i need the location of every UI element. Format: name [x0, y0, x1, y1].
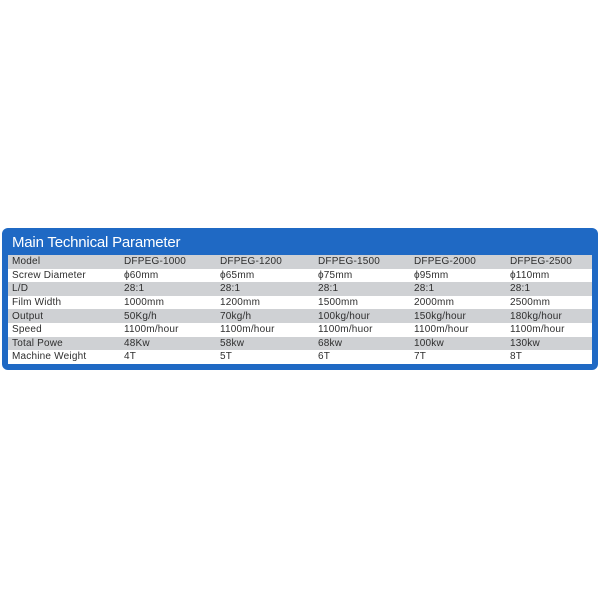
table-cell: ϕ65mm: [212, 269, 310, 283]
row-label: L/D: [8, 282, 116, 296]
header-cell: DFPEG-1500: [310, 255, 406, 269]
header-cell: DFPEG-2500: [502, 255, 592, 269]
table-cell: 58kw: [212, 337, 310, 351]
table-row: [8, 269, 592, 283]
row-label: Speed: [8, 323, 116, 337]
table-cell: 28:1: [310, 282, 406, 296]
table-cell: 1000mm: [116, 296, 212, 310]
table-row: [8, 323, 592, 337]
table-cell: 1100m/hour: [212, 323, 310, 337]
table-row: [8, 350, 592, 364]
table-cell: 100kw: [406, 337, 502, 351]
table-cell: 1200mm: [212, 296, 310, 310]
header-cell: DFPEG-1000: [116, 255, 212, 269]
table-header-row: [8, 255, 592, 269]
row-label: Screw Diameter: [8, 269, 116, 283]
table-cell: 100kg/hour: [310, 309, 406, 323]
table-cell: 28:1: [502, 282, 592, 296]
table-cell: 28:1: [212, 282, 310, 296]
table-cell: 28:1: [116, 282, 212, 296]
row-label: Film Width: [8, 296, 116, 310]
table-cell: 70kg/h: [212, 309, 310, 323]
table-cell: ϕ75mm: [310, 269, 406, 283]
table-cell: 48Kw: [116, 337, 212, 351]
table-cell: 6T: [310, 350, 406, 364]
table-cell: 150kg/hour: [406, 309, 502, 323]
table-cell: 50Kg/h: [116, 309, 212, 323]
parameter-table: [8, 255, 592, 364]
table-row: [8, 282, 592, 296]
table-cell: 5T: [212, 350, 310, 364]
table-cell: 2000mm: [406, 296, 502, 310]
table-cell: ϕ95mm: [406, 269, 502, 283]
table-cell: 4T: [116, 350, 212, 364]
table-cell: 1100m/huor: [310, 323, 406, 337]
technical-parameter-panel: [2, 228, 598, 370]
row-label: Total Powe: [8, 337, 116, 351]
table-row: [8, 337, 592, 351]
header-cell: DFPEG-1200: [212, 255, 310, 269]
table-cell: 180kg/hour: [502, 309, 592, 323]
table-cell: 2500mm: [502, 296, 592, 310]
table-cell: 28:1: [406, 282, 502, 296]
table-row: [8, 309, 592, 323]
table-row: [8, 296, 592, 310]
table-cell: 1100m/hour: [406, 323, 502, 337]
table-cell: ϕ60mm: [116, 269, 212, 283]
table-cell: 130kw: [502, 337, 592, 351]
panel-title: Main Technical Parameter: [12, 234, 181, 251]
table-cell: 1100m/hour: [116, 323, 212, 337]
row-label: Output: [8, 309, 116, 323]
table-cell: 8T: [502, 350, 592, 364]
table-cell: 1100m/hour: [502, 323, 592, 337]
header-cell-model: Model: [8, 255, 116, 269]
table-cell: 68kw: [310, 337, 406, 351]
header-cell: DFPEG-2000: [406, 255, 502, 269]
table-cell: 7T: [406, 350, 502, 364]
table-cell: ϕ110mm: [502, 269, 592, 283]
row-label: Machine Weight: [8, 350, 116, 364]
table-cell: 1500mm: [310, 296, 406, 310]
